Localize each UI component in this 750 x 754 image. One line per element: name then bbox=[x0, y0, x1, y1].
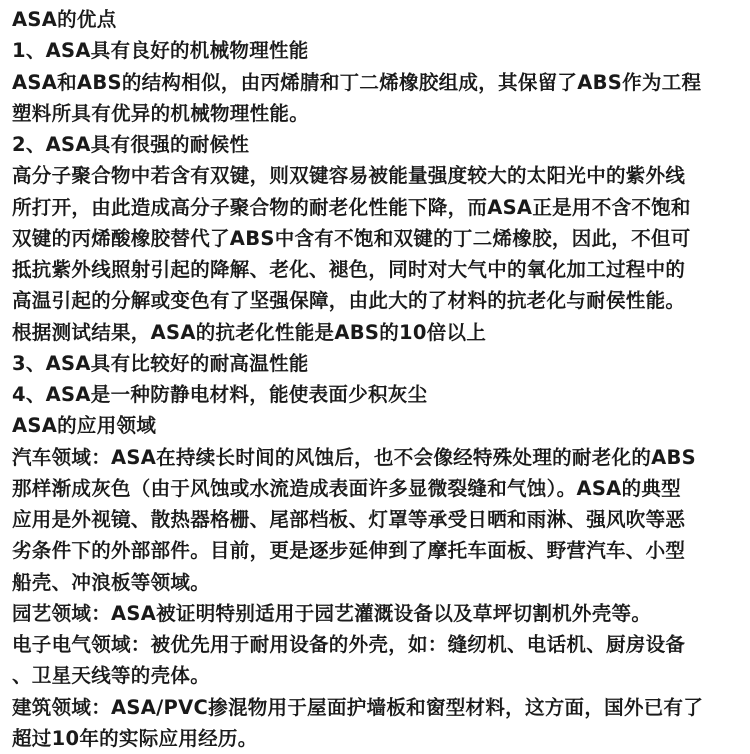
paragraph-line: 根据测试结果，ASA的抗老化性能是ABS的10倍以上 bbox=[12, 320, 487, 344]
paragraph-line: 电子电气领域：被优先用于耐用设备的外壳，如：缝纫机、电话机、厨房设备 bbox=[12, 633, 686, 656]
paragraph-line: 塑料所具有优异的机械物理性能。 bbox=[12, 101, 310, 125]
paragraph-line: 抵抗紫外线照射引起的降解、老化、褪色，同时对大气中的氧化加工过程中的 bbox=[12, 258, 686, 281]
paragraph-line: 高分子聚合物中若含有双键，则双键容易被能量强度较大的太阳光中的紫外线 bbox=[12, 164, 686, 188]
document-body bbox=[12, 4, 738, 754]
paragraph-line: 园艺领域：ASA被证明特别适用于园艺灌溉设备以及草坪切割机外壳等。 bbox=[12, 601, 652, 625]
paragraph-line: 建筑领域：ASA/PVC掺混物用于屋面护墙板和窗型材料，这方面，国外已有了 bbox=[12, 695, 704, 719]
paragraph-line: 劣条件下的外部部件。目前，更是逐步延伸到了摩托车面板、野营汽车、小型 bbox=[12, 539, 686, 563]
paragraph-line: 双键的丙烯酸橡胶替代了ABS中含有不饱和双键的丁二烯橡胶，因此，不但可 bbox=[12, 226, 691, 250]
section-title-advantages: ASA的优点 bbox=[12, 8, 117, 31]
paragraph-line: 应用是外视镜、散热器格栅、尾部档板、灯罩等承受日晒和雨淋、强风吹等恶 bbox=[12, 508, 686, 531]
advantage-heading-1: 1、ASA具有良好的机械物理性能 bbox=[12, 39, 309, 63]
paragraph-line: 那样渐成灰色（由于风蚀或水流造成表面许多显微裂缝和气蚀）。ASA的典型 bbox=[12, 476, 681, 500]
paragraph-line: 所打开，由此造成高分子聚合物的耐老化性能下降，而ASA正是用不含不饱和 bbox=[12, 195, 691, 219]
paragraph-line: 高温引起的分解或变色有了坚强保障，由此大的了材料的抗老化与耐侯性能。 bbox=[12, 289, 686, 313]
paragraph-line: 船壳、冲浪板等领域。 bbox=[12, 570, 211, 594]
paragraph-line: 、卫星天线等的壳体。 bbox=[12, 664, 211, 688]
advantage-heading-4: 4、ASA是一种防静电材料，能使表面少积灰尘 bbox=[12, 383, 428, 406]
paragraph-line: 汽车领域：ASA在持续长时间的风蚀后，也不会像经特殊处理的耐老化的ABS bbox=[12, 445, 697, 469]
advantage-heading-2: 2、ASA具有很强的耐候性 bbox=[12, 133, 250, 156]
paragraph-line: 超过10年的实际应用经历。 bbox=[12, 726, 258, 750]
paragraph-line: ASA和ABS的结构相似，由丙烯腈和丁二烯橡胶组成，其保留了ABS作为工程 bbox=[12, 70, 702, 94]
section-title-applications: ASA的应用领域 bbox=[12, 414, 157, 438]
advantage-heading-3: 3、ASA具有比较好的耐高温性能 bbox=[12, 351, 309, 375]
